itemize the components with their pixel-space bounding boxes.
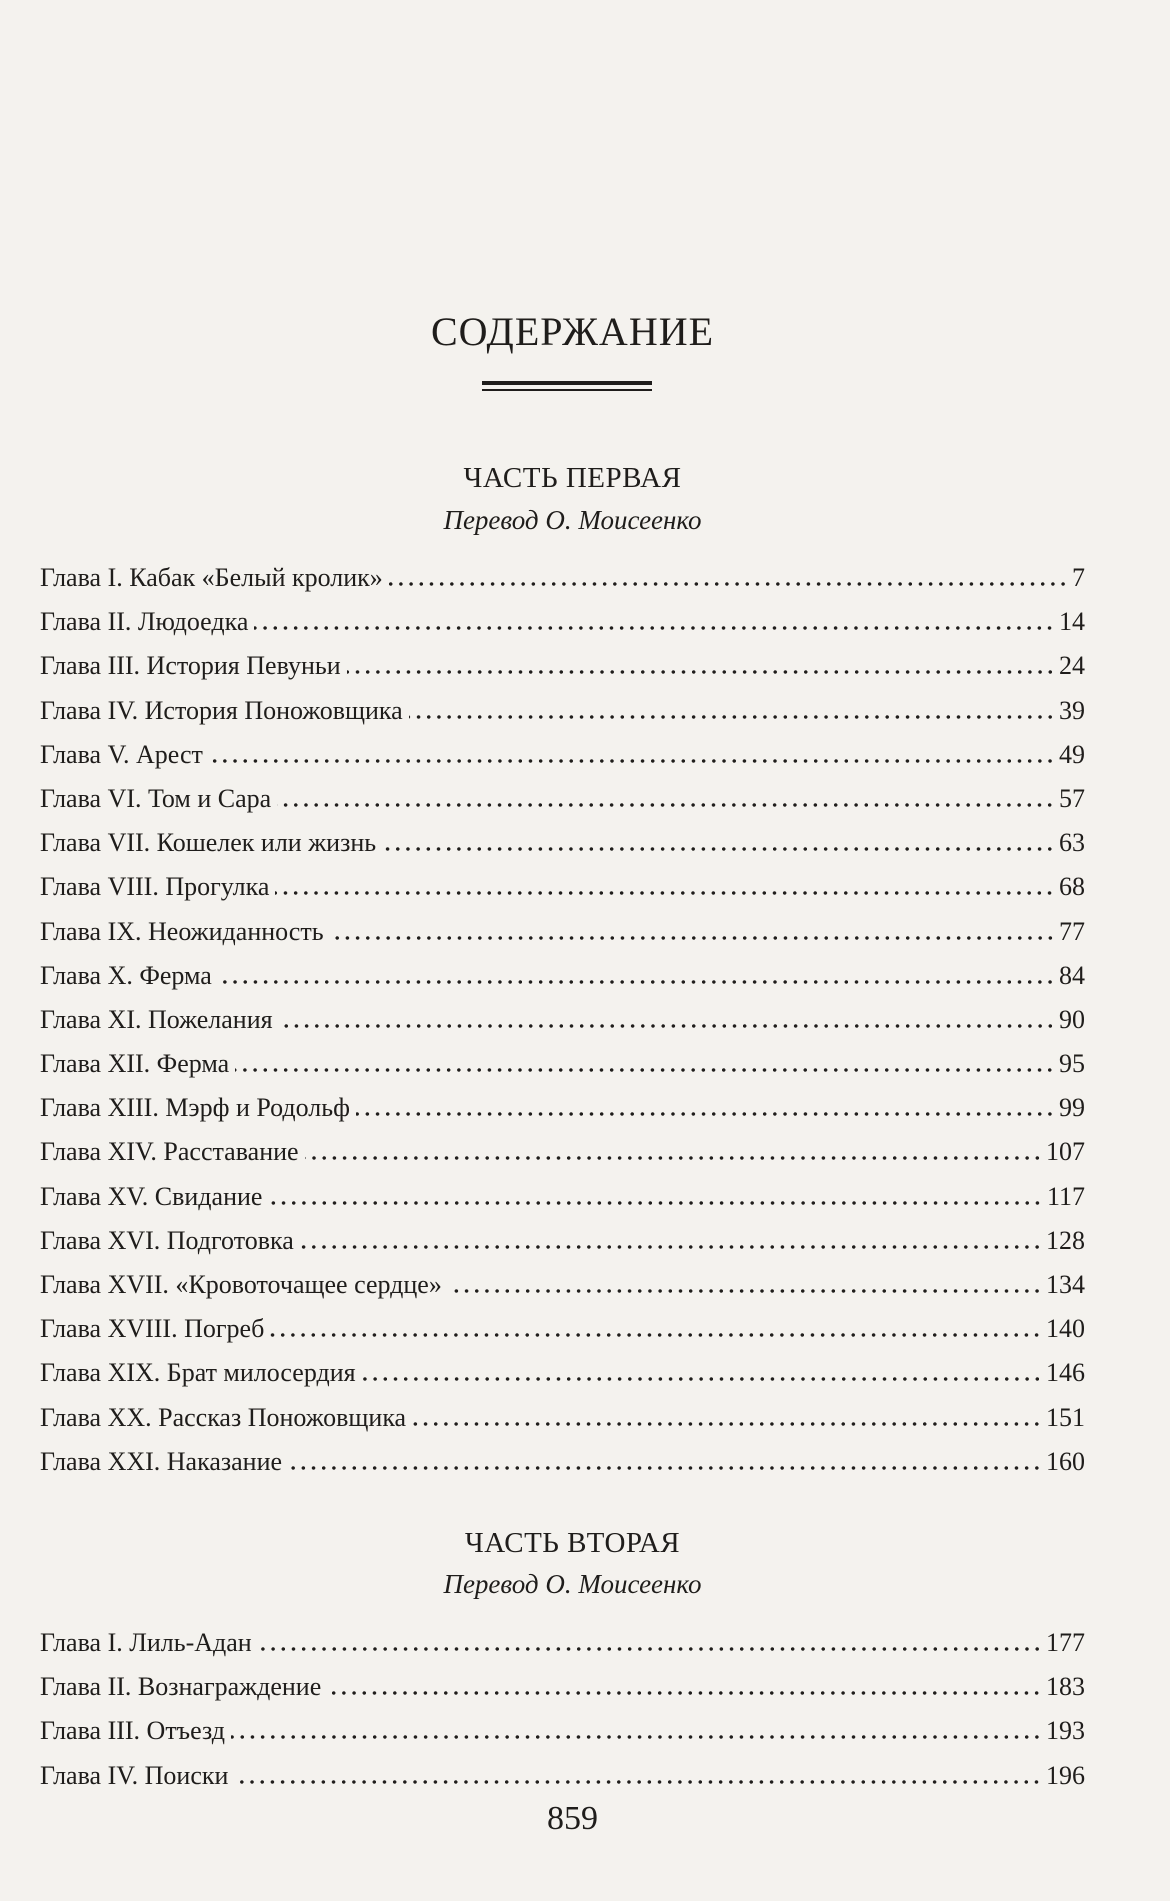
dot-leader — [209, 759, 1055, 763]
toc-entry-label: Глава II. Людоедка — [40, 607, 249, 637]
toc-entry-page: 84 — [1059, 960, 1085, 990]
toc-entry-label: Глава XIII. Мэрф и Родольф — [40, 1093, 350, 1123]
toc-entry-label: Глава XVII. «Кровоточащее сердце» — [40, 1270, 442, 1299]
toc-entry-page: 128 — [1046, 1225, 1085, 1255]
toc-entry[interactable] — [40, 1263, 1085, 1307]
page-number: 859 — [547, 1800, 598, 1837]
toc-entry-page: 196 — [1046, 1760, 1085, 1790]
dot-leader — [330, 936, 1055, 940]
toc-entry[interactable] — [40, 556, 1085, 600]
toc-entry[interactable] — [40, 998, 1085, 1042]
toc-entry-label: Глава III. Отъезд — [40, 1716, 226, 1746]
toc-entry-page: 193 — [1046, 1716, 1085, 1746]
toc-entry-page: 177 — [1046, 1628, 1085, 1657]
toc-entry-page: 117 — [1046, 1181, 1085, 1211]
toc-entry-page: 57 — [1059, 783, 1085, 813]
toc-entry-label: Глава XII. Ферма — [40, 1049, 230, 1079]
dot-leader — [327, 1691, 1042, 1695]
toc-entry[interactable] — [40, 1130, 1085, 1174]
toc-entry-page: 49 — [1059, 739, 1085, 769]
dot-leader — [270, 1333, 1042, 1337]
dot-leader — [448, 1289, 1042, 1293]
dot-leader — [382, 847, 1055, 851]
toc-entry[interactable] — [40, 1665, 1085, 1709]
toc-entry[interactable] — [40, 644, 1085, 688]
toc-entry-label: Глава X. Ферма — [40, 960, 212, 990]
toc-entry-page: 183 — [1046, 1672, 1085, 1702]
toc-entry-page: 151 — [1046, 1402, 1085, 1432]
toc-entry-label: Глава XV. Свидание — [40, 1181, 263, 1211]
toc-entry-label: Глава VI. Том и Сара — [40, 783, 272, 813]
toc-entry-label: Глава I. Лиль-Адан — [40, 1628, 252, 1657]
toc-entry-page: 77 — [1059, 916, 1085, 946]
toc-entry-label: Глава XVI. Подготовка — [40, 1225, 294, 1255]
toc-entry-label: Глава I. Кабак «Белый кролик» — [40, 563, 383, 592]
toc-entry-label: Глава XXI. Наказание — [40, 1446, 283, 1476]
toc-entry-label: Глава III. История Певуньи — [40, 651, 341, 681]
dot-leader — [347, 670, 1055, 674]
toc-entry-page: 68 — [1059, 872, 1085, 902]
toc-entry-page: 63 — [1059, 828, 1085, 858]
part-one-translator: Перевод О. Моисеенко — [443, 505, 702, 535]
part-two-heading: ЧАСТЬ ВТОРАЯ — [464, 1527, 681, 1559]
toc-entry-page: 107 — [1046, 1137, 1085, 1167]
toc-entry-page: 39 — [1059, 695, 1085, 725]
toc-entry[interactable] — [40, 954, 1085, 998]
dot-leader — [234, 1780, 1042, 1784]
title-rule-thick — [482, 381, 652, 385]
dot-leader — [258, 1647, 1042, 1651]
title-rule-thin — [482, 389, 652, 391]
toc-entry[interactable] — [40, 1351, 1085, 1395]
toc-entry-label: Глава XIX. Брат милосердия — [40, 1358, 356, 1388]
dot-leader — [356, 1112, 1055, 1116]
toc-entry[interactable] — [40, 1219, 1085, 1263]
toc-entry[interactable] — [40, 777, 1085, 821]
toc-entry-label: Глава VII. Кошелек или жизнь — [40, 828, 377, 858]
toc-entry[interactable] — [40, 1621, 1085, 1665]
toc-entry[interactable] — [40, 689, 1085, 733]
dot-leader — [362, 1377, 1042, 1381]
toc-entry[interactable] — [40, 1396, 1085, 1440]
toc-entry-label: Глава II. Вознаграждение — [40, 1672, 322, 1702]
toc-entry-label: Глава XIV. Расставание — [40, 1137, 299, 1167]
toc-entry[interactable] — [40, 1307, 1085, 1351]
dot-leader — [389, 582, 1068, 586]
toc-entry[interactable] — [40, 1086, 1085, 1130]
toc-entry-page: 95 — [1059, 1049, 1085, 1079]
toc-entry[interactable] — [40, 1709, 1085, 1753]
dot-leader — [288, 1466, 1042, 1470]
toc-entry[interactable] — [40, 1175, 1085, 1219]
toc-entry[interactable] — [40, 1042, 1085, 1086]
toc-entry-label: Глава IV. История Поножовщика — [40, 695, 403, 725]
toc-entry-label: Глава VIII. Прогулка — [40, 872, 270, 902]
toc-entry[interactable] — [40, 910, 1085, 954]
dot-leader — [275, 891, 1055, 895]
dot-leader — [412, 1422, 1042, 1426]
dot-leader — [409, 715, 1055, 719]
toc-entry-page: 134 — [1046, 1270, 1085, 1299]
toc-entry-page: 7 — [1072, 563, 1085, 592]
dot-leader — [279, 1024, 1055, 1028]
toc-entry-page: 99 — [1059, 1093, 1085, 1123]
toc-entry-page: 140 — [1046, 1314, 1085, 1344]
toc-entry-page: 24 — [1059, 651, 1085, 681]
part-two-translator: Перевод О. Моисеенко — [443, 1569, 702, 1599]
toc-entry[interactable] — [40, 821, 1085, 865]
toc-entry-page: 146 — [1046, 1358, 1085, 1388]
toc-entry[interactable] — [40, 865, 1085, 909]
toc-entry-page: 90 — [1059, 1004, 1085, 1034]
toc-entry-label: Глава XI. Пожелания — [40, 1004, 273, 1034]
toc-entry-page: 160 — [1046, 1446, 1085, 1476]
toc-entry-label: Глава IV. Поиски — [40, 1760, 229, 1790]
dot-leader — [231, 1735, 1042, 1739]
toc-entry-label: Глава V. Арест — [40, 739, 203, 769]
part-one-heading: ЧАСТЬ ПЕРВАЯ — [463, 462, 682, 494]
dot-leader — [305, 1156, 1042, 1160]
toc-entry-label: Глава IX. Неожиданность — [40, 916, 324, 946]
toc-entry[interactable] — [40, 600, 1085, 644]
dot-leader — [218, 980, 1055, 984]
dot-leader — [268, 1201, 1043, 1205]
toc-entry[interactable] — [40, 1754, 1085, 1798]
dot-leader — [277, 803, 1055, 807]
part-two-toc — [40, 1621, 1085, 1798]
dot-leader — [300, 1245, 1042, 1249]
toc-entry-label: Глава XVIII. Погреб — [40, 1314, 265, 1344]
page-title: СОДЕРЖАНИЕ — [430, 309, 715, 354]
toc-entry[interactable] — [40, 733, 1085, 777]
dot-leader — [235, 1068, 1055, 1072]
toc-entry[interactable] — [40, 1440, 1085, 1484]
toc-entry-page: 14 — [1059, 607, 1085, 637]
dot-leader — [254, 626, 1055, 630]
part-one-toc — [40, 556, 1085, 1484]
toc-entry-label: Глава XX. Рассказ Поножовщика — [40, 1402, 407, 1432]
